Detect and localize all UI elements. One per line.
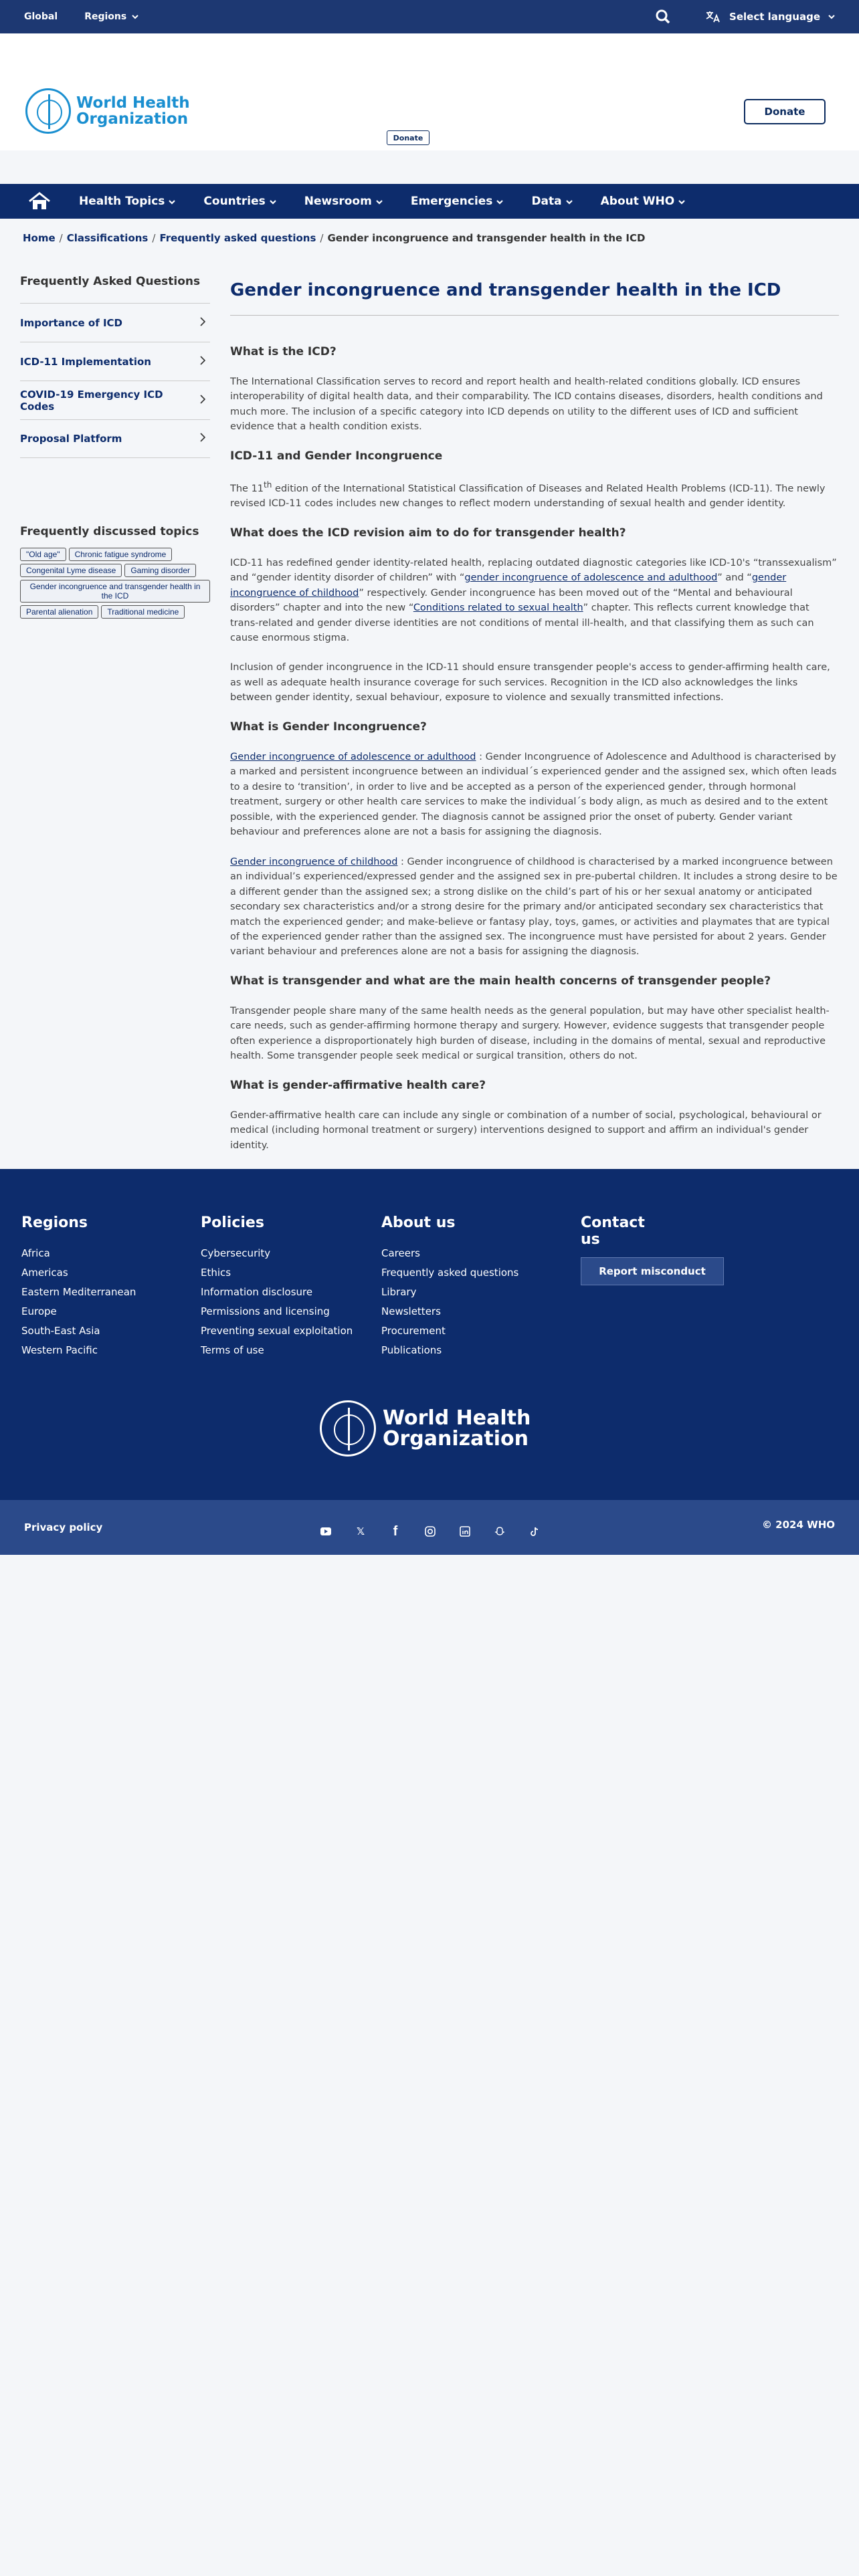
chevron-down-icon	[566, 195, 573, 208]
paragraph-health-concerns: Transgender people share many of the same health needs as the general population, but may have other specialist health-care needs, such as gender-affirming hormone therapy and surgery. However, evidence suggests that transgender people often experience a disproportionately high burden of disease, including in the domains of mental, sexual and reproductive health. Some transgender people seek medical or surgical transition, others do not.	[230, 1005, 830, 1062]
footer-link[interactable]: Permissions and licensing	[201, 1305, 330, 1317]
text-span: The 11	[230, 483, 264, 494]
footer-link[interactable]: Information disclosure	[201, 1286, 313, 1298]
footer-link[interactable]: Europe	[21, 1305, 57, 1317]
global-label: Global	[24, 11, 58, 22]
sidebar-title: Frequently Asked Questions	[20, 275, 201, 288]
paragraph-inclusion: Inclusion of gender incongruence in the ICD-11 should ensure transgender people's access to gender-affirming health care, as well as adequate health insurance coverage for such services. Recognition in the ICD also acknowledges the links between gender identity, sexual behaviour, exposure to violence and sexually transmitted infections.	[230, 662, 830, 704]
nav-label: Health Topics	[79, 195, 165, 208]
footer-link[interactable]: Procurement	[381, 1325, 446, 1337]
topic-tag-parental-alienation[interactable]: Parental alienation	[20, 605, 98, 619]
sidebar-item-icd11-implementation[interactable]	[20, 342, 210, 381]
text-span: ” respectively. Gender incongruence has been moved out of the “Mental and behavioural disorders” chapter and into the new “	[230, 587, 793, 614]
chevron-right-icon	[199, 316, 206, 330]
chevron-down-icon	[376, 195, 383, 208]
heading-what-is-icd: What is the ICD?	[230, 345, 337, 358]
footer-link[interactable]: Western Pacific	[21, 1344, 98, 1356]
heading-health-concerns: What is transgender and what are the main health concerns of transgender people?	[230, 974, 771, 988]
breadcrumb-separator: /	[320, 232, 324, 244]
sidebar-item-covid19-codes[interactable]	[20, 381, 210, 419]
topic-tag-gaming[interactable]: Gaming disorder	[124, 564, 196, 577]
nav-emergencies[interactable]	[411, 195, 504, 208]
sidebar-item-importance-of-icd[interactable]	[20, 303, 210, 342]
contact-line2: us	[581, 1231, 600, 1248]
paragraph-gi-child	[230, 855, 839, 960]
nav-data[interactable]	[531, 195, 572, 208]
report-misconduct-button[interactable]: Report misconduct	[581, 1257, 724, 1285]
nav-label: Countries	[203, 195, 266, 208]
text-span: ” chapter. This reflects current knowledge that trans-related and gender diverse identities are not conditions of mental ill-health, and that classifying them as such can cause enormous stigma.	[230, 603, 814, 643]
text-span: ICD-11 has redefined gender identity-related health, replacing outdated diagnostic categories like ICD-10's “transsexualism” and “gender identity disorder of children” with “	[230, 557, 837, 584]
footer-regions	[21, 1214, 136, 1364]
text-span: edition of the International Statistical Classification of Diseases and Related Health Problems (ICD-11). The newly revised ICD-11 codes includes new changes to reflect modern understanding of sexual health and gender identity.	[230, 483, 826, 510]
footer-link[interactable]: Careers	[381, 1247, 420, 1259]
paragraph-what-is-icd: The International Classification serves to record and report health and health-related conditions globally. ICD ensures interoperability of digital health data, and their comparability. The ICD contains diseases, disorders, health conditions and much more. The inclusion of a specific category into ICD depends on utility to the different uses of ICD and sufficient evidence that a health condition exists.	[230, 377, 823, 433]
heading-revision: What does the ICD revision aim to do for transgender health?	[230, 526, 626, 540]
instagram-icon[interactable]	[424, 1525, 436, 1537]
footer-link[interactable]: Cybersecurity	[201, 1247, 271, 1259]
logo-text-line2: Organization	[76, 110, 189, 128]
select-language-label: Select language	[729, 11, 820, 23]
nav-newsroom[interactable]	[304, 195, 383, 208]
footer-regions-title: Regions	[21, 1214, 88, 1231]
paragraph-gender-affirmative: Gender-affirmative health care can include any single or combination of a number of social, psychological, behavioural or medical (including hormonal treatment or surgery) interventions designed to support and affirm an individual's gender identity.	[230, 1109, 822, 1151]
topic-tag-traditional-medicine[interactable]: Traditional medicine	[101, 605, 185, 619]
nav-about-who[interactable]	[601, 195, 686, 208]
chevron-right-icon	[199, 355, 206, 368]
nav-countries[interactable]	[203, 195, 276, 208]
chevron-right-icon	[199, 394, 206, 407]
sidebar-item-label: COVID-19 Emergency ICD Codes	[20, 388, 163, 413]
search-icon[interactable]	[656, 9, 670, 24]
link-gi-adolescence-or-adulthood[interactable]: Gender incongruence of adolescence or adulthood	[230, 751, 476, 762]
footer-about	[381, 1214, 518, 1364]
sidebar-item-label: Importance of ICD	[20, 316, 123, 329]
youtube-icon[interactable]	[320, 1525, 332, 1537]
donate-small-button[interactable]: Donate	[387, 130, 430, 145]
donate-button[interactable]: Donate	[744, 99, 826, 124]
nav-label: Newsroom	[304, 195, 372, 208]
text-span: : Gender incongruence of childhood is characterised by a marked incongruence between an individual’s experienced/expressed gender and the assigned sex in pre-pubertal children. It includes a strong desire to be a different gender than the assigned sex; a strong dislike on the child’s part of his or her sexual anatomy or anticipated secondary sex characteristics and/or a strong desire for the primary and/or anticipated secondary sex characteristics that match the experienced gender; and make-believe or fantasy play, toys, games, or activities and playmates that are typical of the experienced gender rather than the assigned sex. The incongruence must have persisted for about 2 years. Gender variant behaviour and preferences alone are not a basis for assigning the diagnosis.	[230, 856, 838, 958]
footer-policies	[201, 1214, 353, 1364]
footer-link[interactable]: Frequently asked questions	[381, 1267, 519, 1279]
regions-dropdown[interactable]	[84, 11, 138, 22]
text-span: ” and “	[717, 572, 752, 584]
nav-health-topics[interactable]	[79, 195, 175, 208]
breadcrumb-faq[interactable]: Frequently asked questions	[159, 232, 316, 244]
sidebar-item-label: ICD-11 Implementation	[20, 355, 151, 368]
logo-text-line1: World Health	[76, 94, 190, 112]
topic-tag-chronic-fatigue[interactable]: Chronic fatigue syndrome	[69, 548, 173, 561]
who-emblem-icon	[320, 1400, 376, 1457]
topic-tag-gender-incongruence[interactable]: Gender incongruence and transgender health in the ICD	[20, 580, 210, 603]
footer-bottom-bar	[0, 1500, 859, 1555]
social-links	[320, 1525, 541, 1537]
chevron-down-icon	[132, 14, 138, 19]
chevron-right-icon	[199, 432, 206, 445]
footer-contact-title	[581, 1214, 724, 1248]
footer-link[interactable]: Publications	[381, 1344, 442, 1356]
heading-gender-affirmative: What is gender-affirmative health care?	[230, 1078, 486, 1092]
chevron-down-icon	[169, 195, 175, 208]
language-selector[interactable]	[705, 10, 835, 23]
footer-policies-title: Policies	[201, 1214, 264, 1231]
site-header	[0, 33, 859, 150]
footer-link[interactable]: Newsletters	[381, 1305, 441, 1317]
breadcrumb-current: Gender incongruence and transgender health in the ICD	[327, 232, 646, 244]
facebook-icon[interactable]: f	[393, 1523, 398, 1539]
heading-what-is-gi: What is Gender Incongruence?	[230, 720, 427, 734]
topic-tag-old-age[interactable]: "Old age"	[20, 548, 66, 561]
nav-label: Emergencies	[410, 195, 493, 208]
breadcrumb-separator: /	[59, 232, 63, 244]
footer-link[interactable]: Ethics	[201, 1267, 231, 1279]
footer-logo-text	[383, 1408, 531, 1450]
sidebar	[20, 257, 210, 1168]
privacy-policy-link[interactable]: Privacy policy	[24, 1521, 103, 1533]
footer-logo-line2: Organization	[383, 1427, 529, 1451]
text-span: : Gender Incongruence of Adolescence and Adulthood is characterised by a marked and persistent incongruence between an individual´s experienced gender and the assigned sex, which often leads to a desire to ‘transition’, in order to live and be accepted as a person of the experienced gender, through hormonal treatment, surgery or other health care services to make the individual´s body align, as much as desired and to the extent possible, with the experienced gender. The diagnosis cannot be assigned prior the onset of puberty. Gender variant behaviour and preferences alone are not a basis for assigning the diagnosis.	[230, 751, 837, 838]
snapchat-icon[interactable]	[494, 1525, 506, 1537]
regions-label: Regions	[84, 11, 127, 22]
paragraph-icd11-gender	[230, 479, 839, 512]
footer-link[interactable]: Preventing sexual exploitation	[201, 1325, 353, 1337]
link-conditions-sexual-health[interactable]: Conditions related to sexual health	[413, 603, 583, 614]
chevron-down-icon	[828, 14, 835, 19]
link-gi-childhood[interactable]: gender incongruence of childhood	[230, 572, 787, 599]
topics-title: Frequently discussed topics	[20, 525, 199, 538]
chevron-down-icon	[270, 195, 276, 208]
translate-icon	[705, 10, 721, 23]
footer-logo-line1: World Health	[383, 1406, 531, 1430]
tiktok-icon[interactable]	[529, 1525, 541, 1537]
link-gi-adolescence-adulthood[interactable]: gender incongruence of adolescence and adulthood	[464, 572, 718, 584]
link-gi-childhood-def[interactable]: Gender incongruence of childhood	[230, 856, 398, 867]
paragraph-gi-adult	[230, 750, 839, 840]
x-twitter-icon[interactable]: 𝕏	[356, 1525, 365, 1537]
who-logo[interactable]	[25, 88, 190, 134]
footer-who-logo[interactable]	[320, 1400, 531, 1457]
heading-icd11-gender: ICD-11 and Gender Incongruence	[230, 449, 443, 463]
nav-label: Data	[531, 195, 562, 208]
sidebar-item-proposal-platform[interactable]	[20, 419, 210, 458]
global-link[interactable]	[24, 11, 58, 22]
contact-line1: Contact	[581, 1214, 645, 1231]
breadcrumb-separator: /	[152, 232, 156, 244]
breadcrumb-home[interactable]: Home	[23, 232, 56, 244]
footer-link[interactable]: South-East Asia	[21, 1325, 100, 1337]
who-emblem-icon	[25, 88, 71, 134]
page-title: Gender incongruence and transgender health in the ICD	[230, 280, 839, 316]
breadcrumb	[0, 219, 859, 257]
site-footer	[0, 1169, 859, 1500]
chevron-down-icon	[678, 195, 685, 208]
footer-contact	[581, 1214, 724, 1285]
breadcrumb-classifications[interactable]: Classifications	[66, 232, 149, 244]
chevron-down-icon	[496, 195, 503, 208]
footer-link[interactable]: Eastern Mediterranean	[21, 1286, 136, 1298]
sidebar-item-label: Proposal Platform	[20, 433, 122, 445]
topic-tag-lyme[interactable]: Congenital Lyme disease	[20, 564, 122, 577]
footer-about-title: About us	[381, 1214, 456, 1231]
footer-link[interactable]: Americas	[21, 1267, 68, 1279]
footer-link[interactable]: Library	[381, 1286, 417, 1298]
copyright: © 2024 WHO	[761, 1519, 835, 1531]
footer-link[interactable]: Terms of use	[201, 1344, 264, 1356]
linkedin-icon[interactable]	[459, 1525, 471, 1537]
nav-label: About WHO	[600, 195, 675, 208]
main-nav	[0, 184, 859, 219]
logo-text	[76, 95, 190, 127]
top-utility-bar	[0, 0, 859, 33]
footer-link[interactable]: Africa	[21, 1247, 50, 1259]
topic-tags	[20, 548, 210, 619]
main-article	[230, 257, 839, 1168]
content-area	[0, 257, 859, 1168]
paragraph-revision	[230, 556, 839, 646]
superscript: th	[264, 479, 272, 490]
home-icon[interactable]	[28, 192, 51, 211]
